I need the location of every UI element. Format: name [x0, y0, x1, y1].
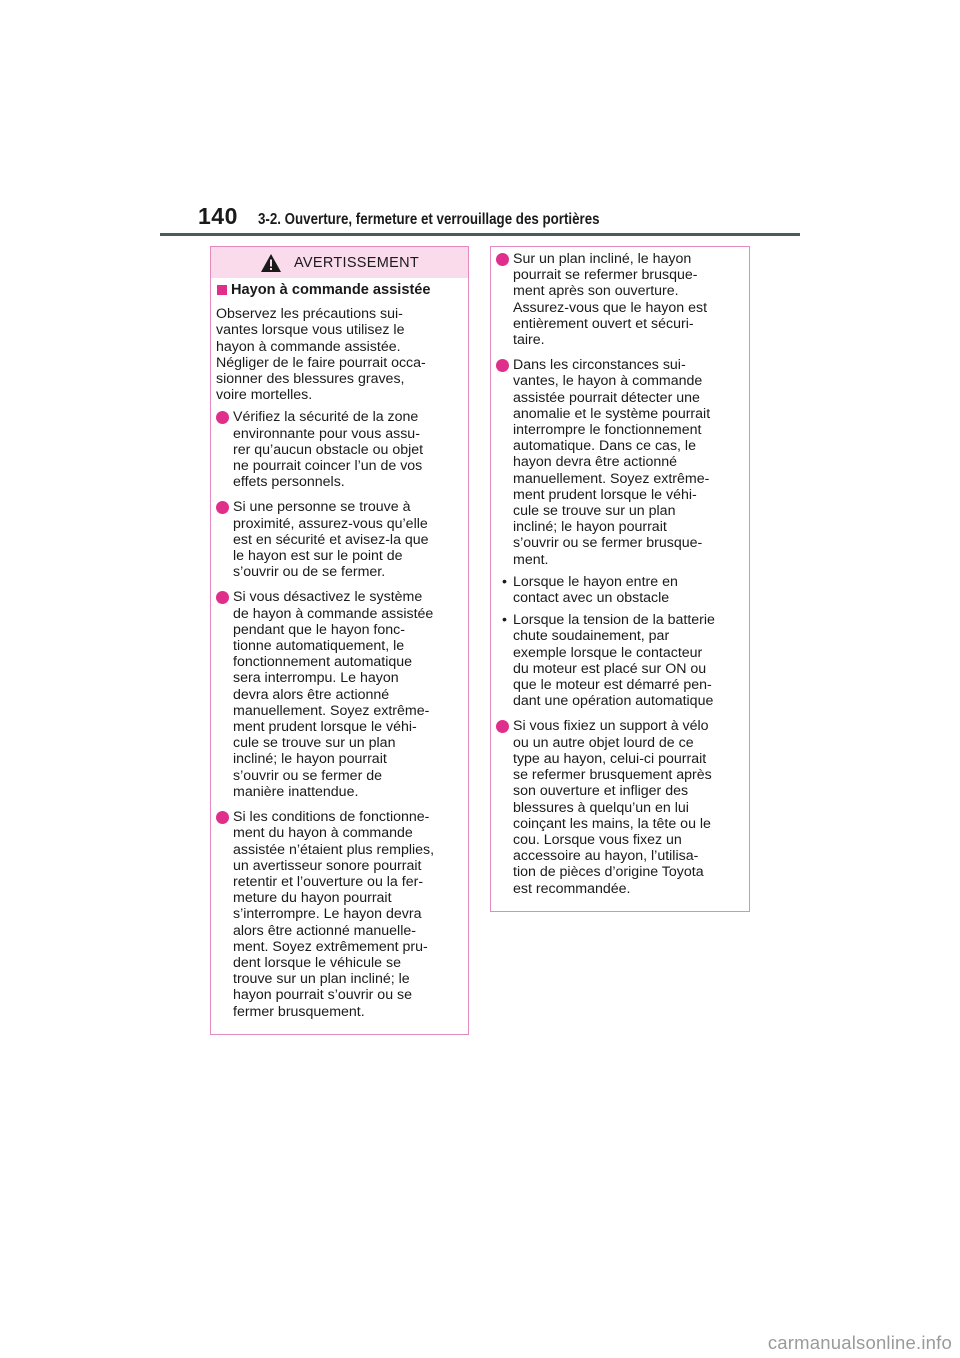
- text-line: ment du hayon à commande: [233, 825, 413, 842]
- text-line: contact avec un obstacle: [513, 590, 670, 607]
- circle-bullet-icon: [496, 253, 509, 266]
- warning-header: [211, 247, 468, 278]
- sub-list-item: [496, 574, 745, 606]
- heading-text: Hayon à commande assistée: [231, 282, 431, 298]
- text-line: vantes lorsque vous utilisez le: [216, 322, 405, 339]
- text-line: du moteur est placé sur ON ou: [513, 660, 707, 677]
- text-line: assistée n’étaient plus remplies,: [233, 841, 435, 858]
- text-line: fermer brusquement.: [233, 1003, 365, 1020]
- text-line: automatique. Dans ce cas, le: [513, 438, 696, 455]
- list-item-text: [233, 589, 464, 800]
- text-line: Lorsque le hayon entre en: [513, 573, 678, 590]
- text-line: accessoire au hayon, l’utilisa-: [513, 848, 699, 865]
- list-item: [496, 251, 745, 348]
- text-line: interrompre le fonctionnement: [513, 422, 702, 439]
- text-line: Si les conditions de fonctionne-: [233, 809, 430, 826]
- text-line: de hayon à commande assistée: [233, 605, 434, 622]
- text-line: pourrait se refermer brusque-: [513, 267, 698, 284]
- header-rule: [160, 233, 800, 236]
- text-line: cou. Lorsque vous fixez un: [513, 831, 682, 848]
- circle-bullet-icon: [216, 591, 229, 604]
- text-line: ment prudent lorsque le véhi-: [233, 719, 417, 736]
- text-line: s’ouvrir ou se fermer de: [233, 767, 383, 784]
- text-line: sionner des blessures graves,: [216, 371, 405, 388]
- list-item-text: [513, 251, 745, 348]
- text-line: incliné; le hayon pourrait: [233, 751, 387, 768]
- warning-content-right: [491, 247, 749, 897]
- list-item-text: [513, 574, 745, 606]
- text-line: tion de pièces d’origine Toyota: [513, 864, 704, 881]
- text-line: ment.: [513, 551, 549, 568]
- list-item-text: [233, 499, 464, 580]
- text-line: Si vous fixiez un support à vélo: [513, 718, 709, 735]
- sub-list-item: [496, 612, 745, 709]
- circle-bullet-icon: [216, 411, 229, 424]
- square-bullet-icon: [217, 285, 227, 295]
- text-line: Négliger de le faire pourrait occa-: [216, 354, 426, 371]
- text-line: Assurez-vous que le hayon est: [513, 299, 708, 316]
- list-item: [216, 589, 464, 800]
- circle-bullet-icon: [496, 359, 509, 372]
- text-line: blessures à quelqu’un en lui: [513, 799, 689, 816]
- text-line: environnante pour vous assu-: [233, 425, 420, 442]
- dash-bullet: •: [502, 573, 507, 590]
- text-line: dant une opération automatique: [513, 693, 714, 710]
- text-line: devra alors être actionné: [233, 686, 390, 703]
- text-line: se refermer brusquement après: [513, 767, 712, 784]
- list-item-text: [513, 612, 745, 709]
- circle-bullet-icon: [216, 811, 229, 824]
- circle-bullet-icon: [496, 720, 509, 733]
- text-line: entièrement ouvert et sécuri-: [513, 315, 694, 332]
- text-line: proximité, assurez-vous qu’elle: [233, 515, 428, 532]
- text-line: tionne automatiquement, le: [233, 638, 405, 655]
- warning-triangle-icon: [260, 253, 282, 273]
- text-line: alors être actionné manuelle-: [233, 922, 416, 939]
- list-item-text: [513, 357, 745, 568]
- intro-paragraph: [216, 306, 464, 403]
- text-line: un avertisseur sonore pourrait: [233, 857, 422, 874]
- text-line: s’ouvrir ou de se fermer.: [233, 564, 386, 581]
- text-line: assistée pourrait détecter une: [513, 389, 700, 406]
- text-line: incliné; le hayon pourrait: [513, 519, 667, 536]
- text-line: anomalie et le système pourrait: [513, 405, 711, 422]
- text-line: exemple lorsque le contacteur: [513, 644, 703, 661]
- text-line: dent lorsque le véhicule se: [233, 954, 401, 971]
- list-item-text: [233, 409, 464, 490]
- warning-box-left: [210, 246, 469, 1035]
- text-line: son ouverture et infliger des: [513, 783, 689, 800]
- text-line: sera interrompu. Le hayon: [233, 670, 399, 687]
- text-line: meture du hayon pourrait: [233, 890, 392, 907]
- text-line: ne pourrait coincer l’un de vos: [233, 458, 423, 475]
- text-line: manuellement. Soyez extrême-: [233, 702, 430, 719]
- text-line: type au hayon, celui-ci pourrait: [513, 750, 707, 767]
- text-line: le hayon est sur le point de: [233, 548, 403, 565]
- text-line: cule se trouve sur un plan: [513, 503, 676, 520]
- text-line: voire mortelles.: [216, 387, 313, 404]
- text-line: cule se trouve sur un plan: [233, 735, 396, 752]
- text-line: manière inattendue.: [233, 783, 359, 800]
- text-line: que le moteur est démarré pen-: [513, 677, 712, 694]
- text-line: hayon pourrait s’ouvrir ou se: [233, 987, 413, 1004]
- text-line: Sur un plan incliné, le hayon: [513, 251, 692, 267]
- text-line: est en sécurité et avisez-la que: [233, 531, 429, 548]
- list-item: [496, 357, 745, 568]
- text-line: Vérifiez la sécurité de la zone: [233, 409, 419, 426]
- text-line: ment prudent lorsque le véhi-: [513, 486, 697, 503]
- page-header: [198, 203, 655, 233]
- text-line: manuellement. Soyez extrême-: [513, 470, 710, 487]
- text-line: Si une personne se trouve à: [233, 499, 411, 516]
- section-title: 3-2. Ouverture, fermeture et verrouillage des portières: [258, 211, 600, 228]
- text-line: coinçant les mains, la tête ou le: [513, 815, 711, 832]
- text-line: Observez les précautions sui-: [216, 306, 403, 323]
- text-line: ment. Soyez extrêmement pru-: [233, 938, 428, 955]
- text-line: effets personnels.: [233, 474, 345, 491]
- dash-bullet: •: [502, 612, 507, 629]
- list-item: [496, 718, 745, 896]
- text-line: hayon à commande assistée.: [216, 338, 401, 355]
- watermark[interactable]: carmanualsonline.info: [767, 1332, 952, 1353]
- text-line: Dans les circonstances sui-: [513, 357, 686, 374]
- text-line: Si vous désactivez le système: [233, 589, 423, 606]
- text-line: pendant que le hayon fonc-: [233, 621, 405, 638]
- text-line: fonctionnement automatique: [233, 654, 413, 671]
- warning-title: AVERTISSEMENT: [293, 254, 420, 271]
- text-line: s’interrompre. Le hayon devra: [233, 906, 422, 923]
- text-line: trouve sur un plan incliné; le: [233, 971, 410, 988]
- warning-content-left: [211, 278, 468, 1020]
- circle-bullet-icon: [216, 501, 229, 514]
- text-line: chute soudainement, par: [513, 628, 670, 645]
- text-line: vantes, le hayon à commande: [513, 373, 703, 390]
- list-item: [216, 409, 464, 490]
- text-line: s’ouvrir ou se fermer brusque-: [513, 535, 703, 552]
- text-line: hayon devra être actionné: [513, 454, 678, 471]
- text-line: taire.: [513, 332, 545, 349]
- text-line: retentir et l’ouverture ou la fer-: [233, 873, 424, 890]
- text-line: est recommandée.: [513, 880, 631, 897]
- list-item: [216, 499, 464, 580]
- text-line: Lorsque la tension de la batterie: [513, 612, 715, 629]
- warning-box-right: [490, 246, 750, 912]
- list-item: [216, 809, 464, 1020]
- text-line: rer qu’aucun obstacle ou objet: [233, 441, 424, 458]
- page-number: 140: [198, 203, 238, 229]
- text-line: ou un autre objet lourd de ce: [513, 734, 694, 751]
- list-item-text: [233, 809, 464, 1020]
- text-line: ment après son ouverture.: [513, 283, 679, 300]
- section-heading: [216, 282, 464, 298]
- list-item-text: [513, 718, 745, 896]
